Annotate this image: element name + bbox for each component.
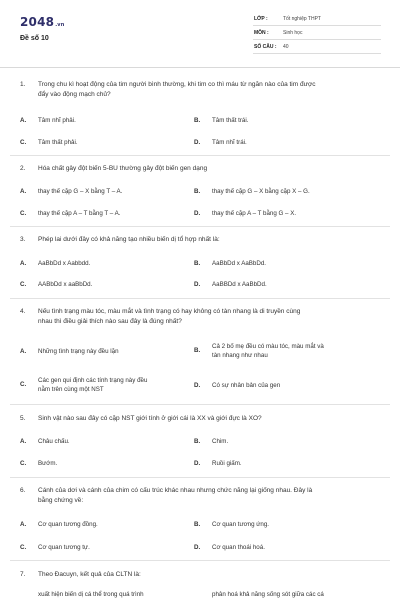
option-text: thay thế cặp A – T bằng T – A. <box>38 210 121 217</box>
option-text: xuất hiện biến dị cá thể trong quá trình <box>38 591 144 598</box>
option-letter: D. <box>194 139 201 146</box>
option-letter: C. <box>20 281 27 288</box>
option-letter: B. <box>194 347 201 354</box>
option-text-block <box>212 342 324 360</box>
option-letter: D. <box>194 210 201 217</box>
option-text: Châu chấu. <box>38 438 70 445</box>
option-text: AaBBDd x AaBbDd. <box>212 281 267 288</box>
meta-value: Tốt nghiệp THPT <box>283 16 321 22</box>
site-logo[interactable] <box>20 15 65 29</box>
meta-value: Sinh học <box>283 30 303 36</box>
option-text: Cơ quan thoái hoá. <box>212 544 265 551</box>
option-text: Có sự nhân bản của gen <box>212 382 281 389</box>
option-letter: B. <box>194 521 201 528</box>
question-stem <box>20 414 382 424</box>
meta-label: MÔN : <box>254 30 269 36</box>
option-text: Tâm thất trái. <box>212 117 249 124</box>
question-number: 1. <box>20 81 26 88</box>
question-line: nhau thì điều giải thích nào sau đây là đúng nhất? <box>38 318 182 325</box>
option-text: Cơ quan tương đồng. <box>38 521 98 528</box>
question-divider <box>10 226 390 227</box>
option-text-block <box>38 376 147 394</box>
option-letter: A. <box>20 117 27 124</box>
option-text: Tâm thất phải. <box>38 139 78 146</box>
question-number: 6. <box>20 487 26 494</box>
option-letter: A. <box>20 348 27 355</box>
question-number: 7. <box>20 571 26 578</box>
option-letter: B. <box>194 260 201 267</box>
meta-row-count <box>253 40 381 54</box>
meta-label: LỚP : <box>254 16 268 22</box>
option-text: AABbDd x aaBbDd. <box>38 281 93 288</box>
logo-suffix[interactable]: .vn <box>55 22 65 28</box>
option-text: AaBbDd x Aabbdd. <box>38 260 91 267</box>
option-letter: A. <box>20 260 27 267</box>
exam-title: Đề số 10 <box>20 35 49 42</box>
meta-value: 40 <box>283 44 289 50</box>
header-divider <box>0 67 400 68</box>
option-letter: C. <box>20 460 27 467</box>
question-divider <box>10 404 390 405</box>
option-text: Cơ quan tương ứng. <box>212 521 269 528</box>
meta-row-subject <box>253 26 381 40</box>
option-letter: C. <box>20 210 27 217</box>
option-text: phân hoá khả năng sống sót giữa các cá <box>212 591 324 598</box>
option-text: Những tình trạng này đều lặn <box>38 348 119 355</box>
option-text: thay thế cặp G – X bằng cặp X – G. <box>212 188 310 195</box>
option-text: Ruồi giấm. <box>212 460 242 467</box>
question-divider <box>10 155 390 156</box>
meta-row-class <box>253 12 381 26</box>
question-3 <box>20 235 382 245</box>
option-letter: A. <box>20 438 27 445</box>
question-line: Trong chu kì hoạt động của tim người bình thường, khi tim co thì máu từ ngăn nào của tim được <box>38 81 316 88</box>
meta-label: SỐ CÂU : <box>254 44 277 50</box>
question-line: Cánh của dơi và cánh của chim có cấu trúc khác nhau nhưng chức năng lại giống nhau. Đây là <box>38 487 313 494</box>
question-line: Phép lai dưới đây có khả năng tạo nhiều biến dị tổ hợp nhất là: <box>38 236 220 243</box>
question-stem <box>20 235 382 245</box>
option-letter: B. <box>194 117 201 124</box>
question-number: 3. <box>20 236 26 243</box>
option-letter: D. <box>194 281 201 288</box>
question-line: Hóa chất gây đột biến 5-BU thường gây đột biến gen dạng <box>38 165 208 172</box>
question-stem <box>20 570 382 580</box>
question-5 <box>20 414 382 424</box>
question-1 <box>20 80 382 100</box>
question-4 <box>20 307 382 327</box>
question-2 <box>20 164 382 174</box>
question-line: Sinh vật nào sau đây có cặp NST giới tính ở giới cái là XX và giới đực là XO? <box>38 415 262 422</box>
question-divider <box>10 298 390 299</box>
question-number: 4. <box>20 308 26 315</box>
option-letter: C. <box>20 544 27 551</box>
option-line: Các gen qui định các tính trạng này đều <box>38 377 148 384</box>
option-letter: A. <box>20 521 27 528</box>
option-line: nằm trên cùng một NST <box>38 386 104 393</box>
question-line: bằng chứng về: <box>38 497 84 504</box>
option-line: tàn nhang như nhau <box>212 352 268 359</box>
question-line: Nếu tình trạng màu tóc, màu mắt và tình trạng có hay không có tàn nhang là di truyền cùng <box>38 308 301 315</box>
option-text: Tâm nhĩ trái. <box>212 139 247 146</box>
option-text: Cơ quan tương tự. <box>38 544 90 551</box>
option-letter: D. <box>194 544 201 551</box>
question-number: 5. <box>20 415 26 422</box>
option-letter: C. <box>20 139 27 146</box>
option-letter: B. <box>194 188 201 195</box>
option-text: Tâm nhĩ phải. <box>38 117 76 124</box>
question-divider <box>10 477 390 478</box>
question-stem <box>20 164 382 174</box>
question-7 <box>20 570 382 580</box>
option-letter: D. <box>194 382 201 389</box>
question-line: Theo Đacuyn, kết quả của CLTN là: <box>38 571 141 578</box>
option-letter: B. <box>194 438 201 445</box>
question-line: đẩy vào động mạch chủ? <box>38 91 111 98</box>
option-letter: D. <box>194 460 201 467</box>
question-stem <box>20 80 382 100</box>
logo-text[interactable]: 2048 <box>20 15 55 29</box>
question-stem <box>20 307 382 327</box>
question-6 <box>20 486 382 506</box>
question-stem <box>20 486 382 506</box>
option-text: AaBbDd x AaBbDd. <box>212 260 267 267</box>
question-divider <box>10 560 390 561</box>
option-line: Cả 2 bố mẹ đều có màu tóc, màu mắt và <box>212 343 324 350</box>
option-text: Bướm. <box>38 460 58 467</box>
exam-header <box>0 0 400 70</box>
option-letter: A. <box>20 188 27 195</box>
option-text: thay thế cặp A – T bằng G – X. <box>212 210 297 217</box>
question-number: 2. <box>20 165 26 172</box>
option-text: thay thế cặp G – X bằng T – A. <box>38 188 123 195</box>
option-letter: C. <box>20 381 27 388</box>
option-text: Chim. <box>212 438 229 445</box>
